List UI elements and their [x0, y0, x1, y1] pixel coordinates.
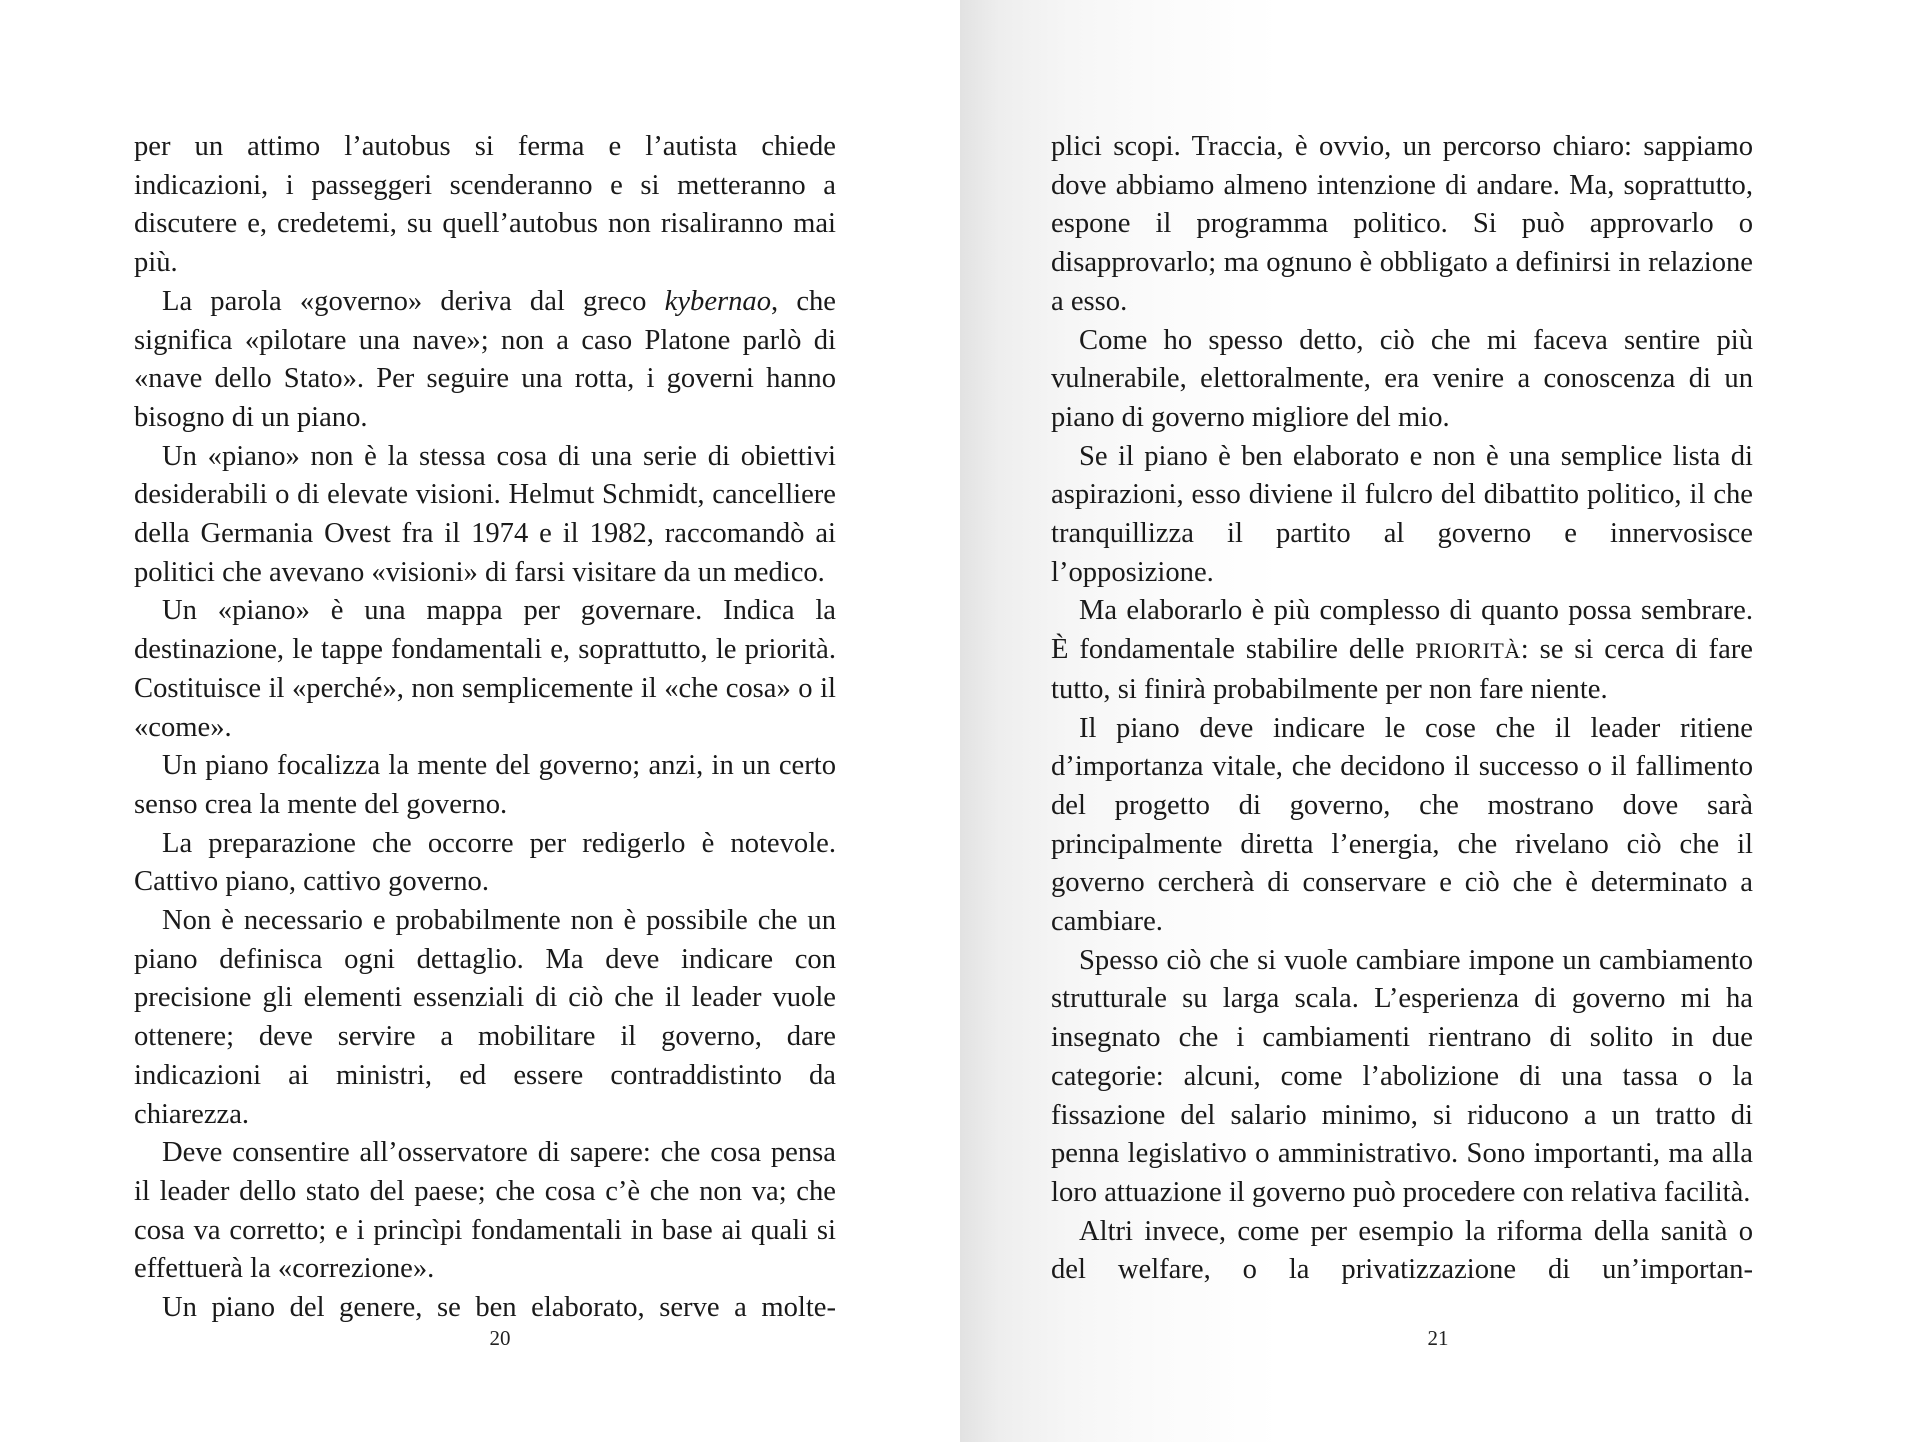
paragraph: Altri invece, come per esempio la riforma della sanità o del welfare, o la privatizzazione di un’importan- [1051, 1215, 1753, 1286]
paragraph: Spesso ciò che si vuole cambiare impone un cambiamento strutturale su larga scala. L’esperienza di governo mi ha insegnato che i cambiamenti rientrano di solito in due categorie: alcuni, come l’abolizione di una tassa o la fissazione del salario minimo, si riducono a un tratto di penna legislativo o amministrativo. Sono importanti, ma alla loro attuazione il governo può procedere con relativa facilità. [1051, 944, 1753, 1208]
page-number: 20 [489, 1326, 511, 1350]
right-page-text [1051, 128, 1753, 1290]
paragraph: per un attimo l’autobus si ferma e l’autista chiede indicazioni, i passeggeri scenderanno e si metteranno a discutere e, credetemi, su quell’autobus non risaliranno mai più. [134, 131, 836, 279]
paragraph: Un piano del genere, se ben elaborato, serve a molte- [162, 1292, 836, 1324]
paragraph: Un «piano» non è la stessa cosa di una serie di obiettivi desiderabili o di elevate visioni. Helmut Schmidt, cancelliere della Germania Ovest fra il 1974 e il 1982, raccomandò ai politici che avevano «visioni» di farsi visitare da un medico. [134, 440, 836, 588]
paragraph: La preparazione che occorre per redigerlo è notevole. Cattivo piano, cattivo governo. [134, 827, 836, 898]
paragraph: Un piano focalizza la mente del governo; anzi, in un certo senso crea la mente del governo. [134, 750, 836, 820]
paragraph: Deve consentire all’osservatore di sapere: che cosa pensa il leader dello stato del paese; che cosa c’è che non va; che cosa va corretto; e i princìpi fondamentali in base ai quali si effettuerà la «correzione». [134, 1137, 836, 1285]
page-number: 21 [1427, 1326, 1449, 1350]
paragraph: Un «piano» è una mappa per governare. Indica la destinazione, le tappe fondamentali e, soprattutto, le priorità. Costituisce il «perché», non semplicemente il «che cosa» o il «come». [134, 595, 836, 743]
paragraph: Non è necessario e probabilmente non è possibile che un piano definisca ogni dettaglio. Ma deve indicare con precisione gli elementi essenziali di ciò che il leader vuole ottenere; deve servire a mobilitare il governo, dare indicazioni ai ministri, ed essere contraddistinto da chiarezza. [134, 905, 836, 1130]
paragraph-text: Ma elaborarlo è più complesso di quanto possa sembrare. È fondamentale stabilire delle PRIORITÀ: se si cerca di fare tutto, si finirà probabilmente per non fare niente. [1051, 595, 1753, 705]
italic-word: kybernao [664, 285, 772, 317]
paragraph [1051, 592, 1753, 709]
paragraph: Come ho spesso detto, ciò che mi faceva sentire più vulnerabile, elettoralmente, era venire a conoscenza di un piano di governo migliore del mio. [1051, 324, 1753, 433]
left-page-text [134, 128, 836, 1328]
smallcaps-word: PRIORITÀ [1415, 638, 1521, 664]
paragraph: plici scopi. Traccia, è ovvio, un percorso chiaro: sappiamo dove abbiamo almeno intenzione di andare. Ma, soprattutto, espone il programma politico. Si può approvarlo o disapprovarlo; ma ognuno è obbligato a definirsi in relazione a esso. [1051, 131, 1753, 317]
paragraph: Il piano deve indicare le cose che il leader ritiene d’importanza vitale, che decidono il successo o il fallimento del progetto di governo, che mostrano dove sarà principalmente diretta l’energia, che rivelano ciò che il governo cercherà di conservare e ciò che è determinato a cambiare. [1051, 712, 1753, 938]
paragraph [134, 283, 836, 438]
paragraph-text: La parola «governo» deriva dal greco kybernao, che significa «pilotare una nave»; non a caso Platone parlò di «nave dello Stato». Per seguire una rotta, i governi hanno bisogno di un piano. [134, 285, 837, 433]
right-page [960, 0, 1920, 1442]
paragraph: Se il piano è ben elaborato e non è una semplice lista di aspirazioni, esso diviene il fulcro del dibattito politico, il che tranquillizza il partito al governo e innervosisce l’opposizione. [1051, 440, 1753, 588]
